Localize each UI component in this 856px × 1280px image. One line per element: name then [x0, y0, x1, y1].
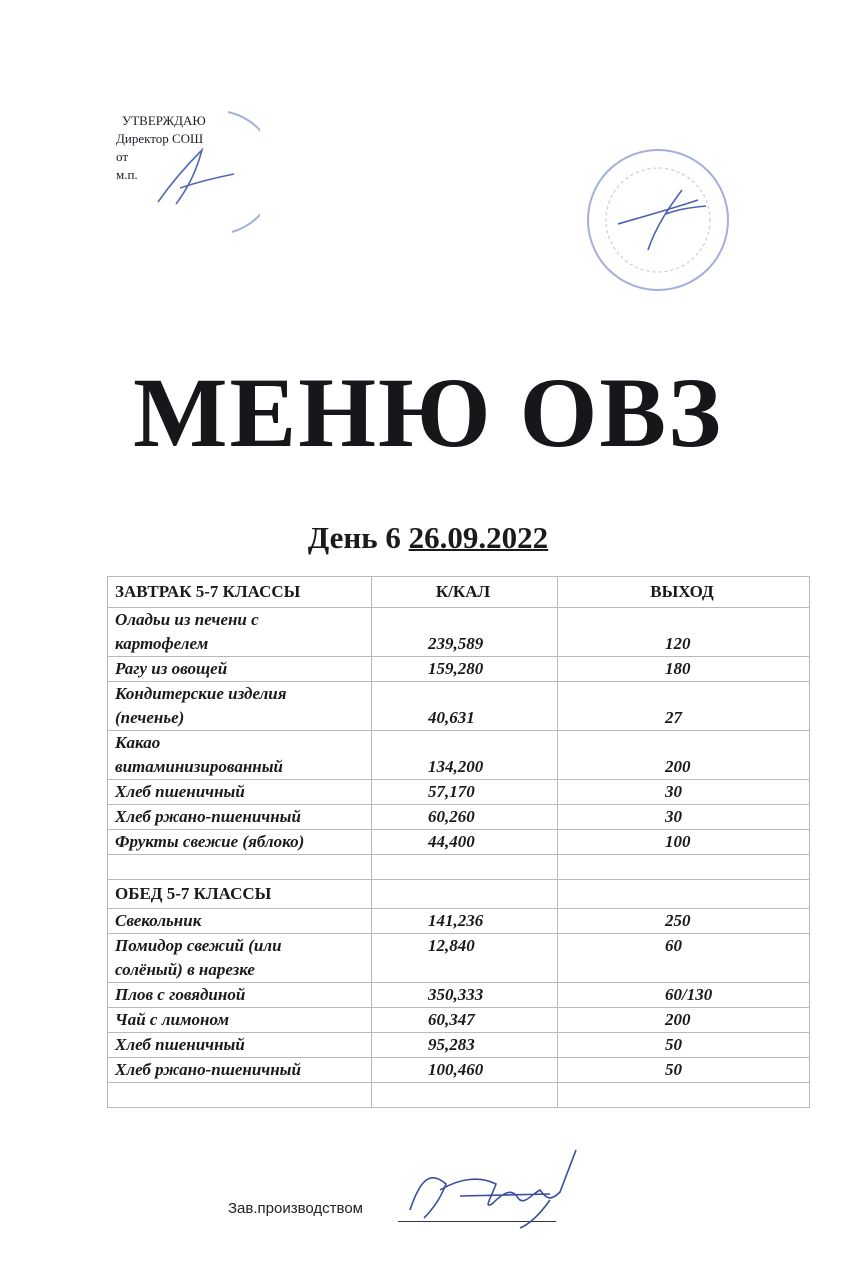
dish-name: Помидор свежий (или солёный) в нарезке	[108, 934, 372, 983]
table-row	[108, 934, 810, 983]
dish-name: Хлеб пшеничный	[108, 1033, 372, 1058]
dish-name: Хлеб ржано-пшеничный	[108, 805, 372, 830]
dish-output: 50	[558, 1058, 810, 1083]
dish-output: 250	[558, 909, 810, 934]
page-title: МЕНЮ ОВЗ	[133, 357, 723, 468]
dish-output: 30	[558, 805, 810, 830]
dish-kcal: 239,589	[372, 608, 558, 657]
dish-name: Кондитерские изделия (печенье)	[108, 682, 372, 731]
menu-table	[107, 576, 810, 1108]
header-breakfast: ЗАВТРАК 5-7 КЛАССЫ	[108, 577, 372, 608]
table-row	[108, 805, 810, 830]
dish-output: 27	[558, 682, 810, 731]
dish-name: Хлеб пшеничный	[108, 780, 372, 805]
table-row	[108, 682, 810, 731]
production-head-label: Зав.производством	[228, 1200, 363, 1217]
dish-kcal: 141,236	[372, 909, 558, 934]
dish-name: Какао витаминизированный	[108, 731, 372, 780]
empty-row	[108, 855, 810, 880]
approval-director: Директор СОШ	[116, 131, 204, 146]
dish-kcal: 350,333	[372, 983, 558, 1008]
dish-kcal: 134,200	[372, 731, 558, 780]
table-row	[108, 731, 810, 780]
table-row	[108, 1008, 810, 1033]
dish-kcal: 40,631	[372, 682, 558, 731]
dish-kcal: 100,460	[372, 1058, 558, 1083]
dish-name: Чай с лимоном	[108, 1008, 372, 1033]
dish-name: Оладьи из печени с картофелем	[108, 608, 372, 657]
dish-output: 200	[558, 1008, 810, 1033]
empty-row	[108, 1083, 810, 1108]
approval-date: от	[116, 149, 129, 164]
dish-kcal: 159,280	[372, 657, 558, 682]
table-row	[108, 830, 810, 855]
table-row	[108, 983, 810, 1008]
dish-kcal: 12,840	[372, 934, 558, 983]
dish-output: 60	[558, 934, 810, 983]
dish-output: 200	[558, 731, 810, 780]
dish-output: 180	[558, 657, 810, 682]
day-heading	[0, 518, 856, 558]
table-row	[108, 1033, 810, 1058]
dish-output: 100	[558, 830, 810, 855]
day-label: День 6	[307, 520, 401, 555]
dish-name: Хлеб ржано-пшеничный	[108, 1058, 372, 1083]
dish-name: Свекольник	[108, 909, 372, 934]
approval-seal-note: м.п.	[116, 167, 138, 182]
day-date: 26.09.2022	[408, 520, 549, 555]
section-row	[108, 880, 810, 909]
production-head-signature	[400, 1140, 590, 1230]
dish-output: 50	[558, 1033, 810, 1058]
approval-title: УТВЕРЖДАЮ	[122, 113, 206, 128]
dish-kcal: 95,283	[372, 1033, 558, 1058]
header-output: ВЫХОД	[558, 577, 810, 608]
dish-output: 60/130	[558, 983, 810, 1008]
table-row	[108, 657, 810, 682]
table-row	[108, 1058, 810, 1083]
table-header-row	[108, 577, 810, 608]
dish-kcal: 60,260	[372, 805, 558, 830]
dish-name: Фрукты свежие (яблоко)	[108, 830, 372, 855]
dish-output: 120	[558, 608, 810, 657]
dish-name: Плов с говядиной	[108, 983, 372, 1008]
dish-name: Рагу из овощей	[108, 657, 372, 682]
dish-kcal: 44,400	[372, 830, 558, 855]
table-row	[108, 909, 810, 934]
table-row	[108, 608, 810, 657]
table-row	[108, 780, 810, 805]
header-kcal: К/КАЛ	[372, 577, 558, 608]
round-seal-stamp	[578, 140, 738, 300]
approval-signature	[110, 92, 260, 252]
section-lunch: ОБЕД 5-7 КЛАССЫ	[108, 880, 372, 909]
dish-output: 30	[558, 780, 810, 805]
dish-kcal: 60,347	[372, 1008, 558, 1033]
dish-kcal: 57,170	[372, 780, 558, 805]
